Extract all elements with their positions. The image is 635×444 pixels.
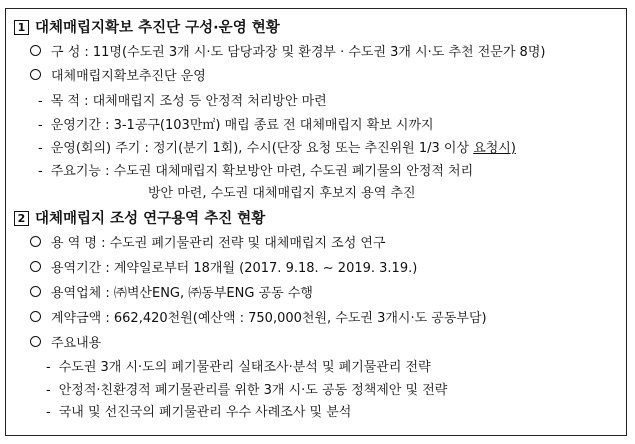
section2-item-label: 주요내용 xyxy=(51,336,102,351)
section1-title: 대체매립지확보 추진단 구성·운영 현황 xyxy=(35,20,280,36)
section2-subitem xyxy=(46,359,431,377)
section2-item xyxy=(30,310,487,328)
section2-subitem-text: 수도권 3개 시·도의 폐기물관리 실태조사·분석 및 폐기물관리 전략 xyxy=(58,360,431,375)
section1-item-label: 구 성 : 11명(수도권 3개 시·도 담당과장 및 환경부 · 수도권 3개 시·도 추천 전문가 8명) xyxy=(51,45,546,60)
section2-number: 2 xyxy=(14,211,29,226)
section2-heading xyxy=(14,210,265,228)
section1-heading xyxy=(14,19,280,37)
section2-subitem-text: 국내 및 선진국의 폐기물관리 우수 사례조사 및 분석 xyxy=(58,405,352,420)
circle-bullet-icon xyxy=(30,261,41,272)
circle-bullet-icon xyxy=(30,286,41,297)
section2-subitem xyxy=(46,382,447,400)
section2-item-label: 용역업체 : ㈜벽산ENG, ㈜동부ENG 공동 수행 xyxy=(51,286,313,301)
dash-bullet-icon: - xyxy=(38,94,43,109)
section1-item xyxy=(30,44,545,62)
dash-bullet-icon: - xyxy=(38,141,43,156)
section2-subitem-text: 안정적·친환경적 폐기물관리를 위한 3개 시·도 공동 정책제안 및 전략 xyxy=(58,383,448,398)
section2-item-label: 계약금액 : 662,420천원(예산액 : 750,000천원, 수도권 3개시·도 공동부담) xyxy=(51,311,487,326)
dash-bullet-icon: - xyxy=(46,360,51,375)
section2-title: 대체매립지 조성 연구용역 추진 현황 xyxy=(35,211,266,227)
section1-subitem-text: 운영(회의) 주기 : 정기(분기 1회), 수시(단장 요청 또는 추진위원 1/3 이상 xyxy=(50,141,474,156)
section1-number: 1 xyxy=(14,20,29,35)
section1-subitem-text: 목 적 : 대체매립지 조성 등 안정적 처리방안 마련 xyxy=(50,94,327,109)
section1-subitem xyxy=(38,140,516,158)
section1-item xyxy=(30,68,206,86)
section1-subitem-text: 주요기능 : 수도권 대체매립지 확보방안 마련, 수도권 폐기물의 안정적 처리 xyxy=(50,164,474,179)
circle-bullet-icon xyxy=(30,311,41,322)
circle-bullet-icon xyxy=(30,45,41,56)
dash-bullet-icon: - xyxy=(46,405,51,420)
section2-item-label: 용역기간 : 계약일로부터 18개월 (2017. 9.18. ∼ 2019. 3.19.) xyxy=(51,261,418,276)
section1-subitem-continuation: 방안 마련, 수도권 대체매립지 후보지 용역 추진 xyxy=(148,186,416,201)
dash-bullet-icon: - xyxy=(46,383,51,398)
dash-bullet-icon: - xyxy=(38,164,43,179)
section1-subitem xyxy=(38,163,473,181)
dash-bullet-icon: - xyxy=(38,118,43,133)
section2-item xyxy=(30,285,313,303)
section2-item xyxy=(30,260,417,278)
section2-item xyxy=(30,335,101,353)
section1-subitem xyxy=(38,117,434,135)
section2-item xyxy=(30,235,386,253)
circle-bullet-icon xyxy=(30,236,41,247)
circle-bullet-icon xyxy=(30,69,41,80)
circle-bullet-icon xyxy=(30,336,41,347)
section2-subitem xyxy=(46,404,351,422)
section1-subitem xyxy=(38,93,327,111)
section2-item-label: 용 역 명 : 수도권 폐기물관리 전략 및 대체매립지 조성 연구 xyxy=(51,236,386,251)
section1-item-label: 대체매립지확보추진단 운영 xyxy=(51,69,206,84)
section1-subitem-text: 운영기간 : 3-1공구(103만㎡) 매립 종료 전 대체매립지 확보 시까지 xyxy=(50,118,434,133)
section1-subitem-text-underlined: 요청시) xyxy=(473,141,516,156)
